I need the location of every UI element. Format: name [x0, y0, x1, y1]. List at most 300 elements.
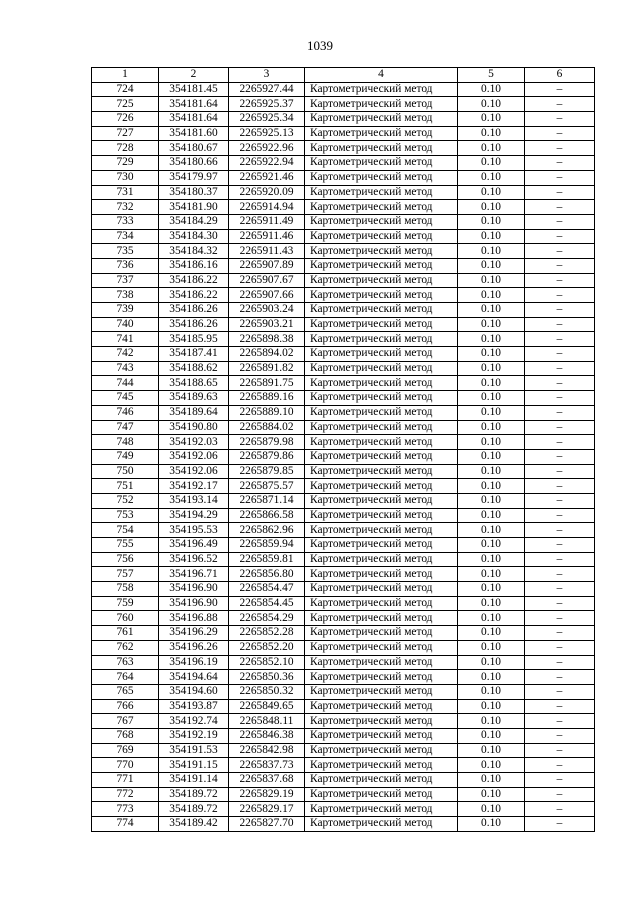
method-cell: Картометрический метод — [305, 405, 458, 420]
x-coordinate-cell: 354186.26 — [159, 303, 229, 318]
note-cell: – — [525, 817, 595, 832]
accuracy-cell: 0.10 — [458, 214, 525, 229]
point-number-cell: 736 — [92, 258, 159, 273]
accuracy-cell: 0.10 — [458, 582, 525, 597]
point-number-cell: 769 — [92, 743, 159, 758]
accuracy-cell: 0.10 — [458, 317, 525, 332]
point-number-cell: 753 — [92, 508, 159, 523]
point-number-cell: 771 — [92, 773, 159, 788]
accuracy-cell: 0.10 — [458, 258, 525, 273]
table-row — [92, 317, 595, 332]
table-row — [92, 596, 595, 611]
table-row — [92, 699, 595, 714]
note-cell: – — [525, 464, 595, 479]
point-number-cell: 768 — [92, 728, 159, 743]
y-coordinate-cell: 2265827.70 — [229, 817, 305, 832]
accuracy-cell: 0.10 — [458, 773, 525, 788]
x-coordinate-cell: 354196.26 — [159, 640, 229, 655]
note-cell: – — [525, 567, 595, 582]
accuracy-cell: 0.10 — [458, 420, 525, 435]
accuracy-cell: 0.10 — [458, 655, 525, 670]
x-coordinate-cell: 354192.17 — [159, 479, 229, 494]
accuracy-cell: 0.10 — [458, 714, 525, 729]
note-cell: – — [525, 376, 595, 391]
y-coordinate-cell: 2265837.68 — [229, 773, 305, 788]
table-row — [92, 185, 595, 200]
y-coordinate-cell: 2265866.58 — [229, 508, 305, 523]
y-coordinate-cell: 2265889.10 — [229, 405, 305, 420]
table-body — [92, 82, 595, 831]
point-number-cell: 728 — [92, 141, 159, 156]
point-number-cell: 764 — [92, 670, 159, 685]
x-coordinate-cell: 354185.95 — [159, 332, 229, 347]
y-coordinate-cell: 2265903.24 — [229, 303, 305, 318]
method-cell: Картометрический метод — [305, 728, 458, 743]
note-cell: – — [525, 332, 595, 347]
y-coordinate-cell: 2265884.02 — [229, 420, 305, 435]
note-cell: – — [525, 758, 595, 773]
point-number-cell: 754 — [92, 523, 159, 538]
note-cell: – — [525, 185, 595, 200]
accuracy-cell: 0.10 — [458, 200, 525, 215]
x-coordinate-cell: 354194.60 — [159, 684, 229, 699]
point-number-cell: 748 — [92, 435, 159, 450]
accuracy-cell: 0.10 — [458, 728, 525, 743]
table-row — [92, 170, 595, 185]
y-coordinate-cell: 2265907.67 — [229, 273, 305, 288]
table-row — [92, 141, 595, 156]
x-coordinate-cell: 354194.64 — [159, 670, 229, 685]
table-row — [92, 684, 595, 699]
method-cell: Картометрический метод — [305, 391, 458, 406]
point-number-cell: 741 — [92, 332, 159, 347]
header-cell: 5 — [458, 68, 525, 83]
table-row — [92, 714, 595, 729]
table-row — [92, 567, 595, 582]
table-row — [92, 303, 595, 318]
table-row — [92, 626, 595, 641]
point-number-cell: 746 — [92, 405, 159, 420]
accuracy-cell: 0.10 — [458, 170, 525, 185]
y-coordinate-cell: 2265914.94 — [229, 200, 305, 215]
x-coordinate-cell: 354192.06 — [159, 449, 229, 464]
note-cell: – — [525, 611, 595, 626]
method-cell: Картометрический метод — [305, 82, 458, 97]
accuracy-cell: 0.10 — [458, 141, 525, 156]
table-row — [92, 758, 595, 773]
y-coordinate-cell: 2265891.82 — [229, 361, 305, 376]
x-coordinate-cell: 354181.45 — [159, 82, 229, 97]
table-row — [92, 802, 595, 817]
table-row — [92, 582, 595, 597]
accuracy-cell: 0.10 — [458, 391, 525, 406]
y-coordinate-cell: 2265921.46 — [229, 170, 305, 185]
accuracy-cell: 0.10 — [458, 229, 525, 244]
y-coordinate-cell: 2265911.43 — [229, 244, 305, 259]
point-number-cell: 727 — [92, 126, 159, 141]
y-coordinate-cell: 2265927.44 — [229, 82, 305, 97]
table-row — [92, 82, 595, 97]
method-cell: Картометрический метод — [305, 655, 458, 670]
x-coordinate-cell: 354188.62 — [159, 361, 229, 376]
point-number-cell: 726 — [92, 112, 159, 127]
y-coordinate-cell: 2265871.14 — [229, 493, 305, 508]
x-coordinate-cell: 354181.64 — [159, 97, 229, 112]
method-cell: Картометрический метод — [305, 596, 458, 611]
point-number-cell: 744 — [92, 376, 159, 391]
note-cell: – — [525, 288, 595, 303]
method-cell: Картометрический метод — [305, 684, 458, 699]
y-coordinate-cell: 2265925.37 — [229, 97, 305, 112]
y-coordinate-cell: 2265859.94 — [229, 538, 305, 553]
method-cell: Картометрический метод — [305, 699, 458, 714]
note-cell: – — [525, 802, 595, 817]
table-row — [92, 97, 595, 112]
x-coordinate-cell: 354186.22 — [159, 288, 229, 303]
accuracy-cell: 0.10 — [458, 449, 525, 464]
table-row — [92, 552, 595, 567]
accuracy-cell: 0.10 — [458, 405, 525, 420]
note-cell: – — [525, 743, 595, 758]
table-row — [92, 244, 595, 259]
x-coordinate-cell: 354196.19 — [159, 655, 229, 670]
y-coordinate-cell: 2265879.85 — [229, 464, 305, 479]
x-coordinate-cell: 354181.90 — [159, 200, 229, 215]
y-coordinate-cell: 2265922.94 — [229, 156, 305, 171]
point-number-cell: 742 — [92, 347, 159, 362]
x-coordinate-cell: 354180.67 — [159, 141, 229, 156]
accuracy-cell: 0.10 — [458, 376, 525, 391]
note-cell: – — [525, 405, 595, 420]
y-coordinate-cell: 2265852.20 — [229, 640, 305, 655]
table-row — [92, 156, 595, 171]
method-cell: Картометрический метод — [305, 670, 458, 685]
table-row — [92, 449, 595, 464]
accuracy-cell: 0.10 — [458, 479, 525, 494]
note-cell: – — [525, 479, 595, 494]
method-cell: Картометрический метод — [305, 273, 458, 288]
header-cell: 4 — [305, 68, 458, 83]
accuracy-cell: 0.10 — [458, 538, 525, 553]
table-header — [92, 68, 595, 83]
y-coordinate-cell: 2265848.11 — [229, 714, 305, 729]
note-cell: – — [525, 273, 595, 288]
coordinates-table — [91, 67, 595, 832]
note-cell: – — [525, 97, 595, 112]
table-row — [92, 332, 595, 347]
note-cell: – — [525, 773, 595, 788]
method-cell: Картометрический метод — [305, 582, 458, 597]
method-cell: Картометрический метод — [305, 376, 458, 391]
point-number-cell: 774 — [92, 817, 159, 832]
point-number-cell: 762 — [92, 640, 159, 655]
method-cell: Картометрический метод — [305, 156, 458, 171]
point-number-cell: 740 — [92, 317, 159, 332]
x-coordinate-cell: 354192.06 — [159, 464, 229, 479]
x-coordinate-cell: 354188.65 — [159, 376, 229, 391]
y-coordinate-cell: 2265907.89 — [229, 258, 305, 273]
accuracy-cell: 0.10 — [458, 244, 525, 259]
point-number-cell: 756 — [92, 552, 159, 567]
note-cell: – — [525, 200, 595, 215]
table-row — [92, 817, 595, 832]
point-number-cell: 749 — [92, 449, 159, 464]
accuracy-cell: 0.10 — [458, 112, 525, 127]
y-coordinate-cell: 2265854.45 — [229, 596, 305, 611]
point-number-cell: 724 — [92, 82, 159, 97]
point-number-cell: 737 — [92, 273, 159, 288]
point-number-cell: 755 — [92, 538, 159, 553]
table-row — [92, 479, 595, 494]
note-cell: – — [525, 626, 595, 641]
point-number-cell: 743 — [92, 361, 159, 376]
point-number-cell: 729 — [92, 156, 159, 171]
note-cell: – — [525, 596, 595, 611]
method-cell: Картометрический метод — [305, 303, 458, 318]
table-row — [92, 743, 595, 758]
note-cell: – — [525, 714, 595, 729]
y-coordinate-cell: 2265922.96 — [229, 141, 305, 156]
table-row — [92, 347, 595, 362]
note-cell: – — [525, 317, 595, 332]
note-cell: – — [525, 82, 595, 97]
x-coordinate-cell: 354196.49 — [159, 538, 229, 553]
point-number-cell: 773 — [92, 802, 159, 817]
accuracy-cell: 0.10 — [458, 508, 525, 523]
note-cell: – — [525, 582, 595, 597]
accuracy-cell: 0.10 — [458, 787, 525, 802]
accuracy-cell: 0.10 — [458, 185, 525, 200]
table-row — [92, 464, 595, 479]
accuracy-cell: 0.10 — [458, 611, 525, 626]
method-cell: Картометрический метод — [305, 258, 458, 273]
header-cell: 2 — [159, 68, 229, 83]
point-number-cell: 750 — [92, 464, 159, 479]
x-coordinate-cell: 354192.74 — [159, 714, 229, 729]
x-coordinate-cell: 354191.14 — [159, 773, 229, 788]
point-number-cell: 747 — [92, 420, 159, 435]
note-cell: – — [525, 170, 595, 185]
accuracy-cell: 0.10 — [458, 699, 525, 714]
note-cell: – — [525, 655, 595, 670]
y-coordinate-cell: 2265829.19 — [229, 787, 305, 802]
table-row — [92, 229, 595, 244]
x-coordinate-cell: 354196.88 — [159, 611, 229, 626]
y-coordinate-cell: 2265837.73 — [229, 758, 305, 773]
x-coordinate-cell: 354196.90 — [159, 582, 229, 597]
point-number-cell: 767 — [92, 714, 159, 729]
method-cell: Картометрический метод — [305, 567, 458, 582]
header-cell: 1 — [92, 68, 159, 83]
x-coordinate-cell: 354189.72 — [159, 787, 229, 802]
accuracy-cell: 0.10 — [458, 684, 525, 699]
note-cell: – — [525, 523, 595, 538]
note-cell: – — [525, 214, 595, 229]
y-coordinate-cell: 2265920.09 — [229, 185, 305, 200]
method-cell: Картометрический метод — [305, 97, 458, 112]
note-cell: – — [525, 126, 595, 141]
accuracy-cell: 0.10 — [458, 303, 525, 318]
point-number-cell: 761 — [92, 626, 159, 641]
y-coordinate-cell: 2265850.36 — [229, 670, 305, 685]
accuracy-cell: 0.10 — [458, 347, 525, 362]
method-cell: Картометрический метод — [305, 317, 458, 332]
y-coordinate-cell: 2265898.38 — [229, 332, 305, 347]
method-cell: Картометрический метод — [305, 758, 458, 773]
accuracy-cell: 0.10 — [458, 82, 525, 97]
x-coordinate-cell: 354180.37 — [159, 185, 229, 200]
accuracy-cell: 0.10 — [458, 802, 525, 817]
method-cell: Картометрический метод — [305, 185, 458, 200]
point-number-cell: 731 — [92, 185, 159, 200]
accuracy-cell: 0.10 — [458, 552, 525, 567]
x-coordinate-cell: 354184.32 — [159, 244, 229, 259]
note-cell: – — [525, 670, 595, 685]
point-number-cell: 752 — [92, 493, 159, 508]
header-cell: 3 — [229, 68, 305, 83]
method-cell: Картометрический метод — [305, 200, 458, 215]
point-number-cell: 733 — [92, 214, 159, 229]
x-coordinate-cell: 354186.16 — [159, 258, 229, 273]
point-number-cell: 760 — [92, 611, 159, 626]
note-cell: – — [525, 361, 595, 376]
accuracy-cell: 0.10 — [458, 670, 525, 685]
accuracy-cell: 0.10 — [458, 126, 525, 141]
page-number: 1039 — [307, 38, 333, 53]
x-coordinate-cell: 354179.97 — [159, 170, 229, 185]
point-number-cell: 765 — [92, 684, 159, 699]
point-number-cell: 725 — [92, 97, 159, 112]
y-coordinate-cell: 2265879.98 — [229, 435, 305, 450]
point-number-cell: 734 — [92, 229, 159, 244]
table-row — [92, 405, 595, 420]
table-row — [92, 670, 595, 685]
y-coordinate-cell: 2265879.86 — [229, 449, 305, 464]
note-cell: – — [525, 435, 595, 450]
table-row — [92, 508, 595, 523]
note-cell: – — [525, 699, 595, 714]
table-row — [92, 361, 595, 376]
table-row — [92, 273, 595, 288]
table-row — [92, 126, 595, 141]
x-coordinate-cell: 354192.03 — [159, 435, 229, 450]
method-cell: Картометрический метод — [305, 523, 458, 538]
point-number-cell: 766 — [92, 699, 159, 714]
note-cell: – — [525, 684, 595, 699]
note-cell: – — [525, 508, 595, 523]
table-row — [92, 787, 595, 802]
table-row — [92, 523, 595, 538]
y-coordinate-cell: 2265829.17 — [229, 802, 305, 817]
x-coordinate-cell: 354181.60 — [159, 126, 229, 141]
y-coordinate-cell: 2265854.47 — [229, 582, 305, 597]
table-row — [92, 376, 595, 391]
method-cell: Картометрический метод — [305, 141, 458, 156]
note-cell: – — [525, 538, 595, 553]
method-cell: Картометрический метод — [305, 640, 458, 655]
y-coordinate-cell: 2265875.57 — [229, 479, 305, 494]
note-cell: – — [525, 303, 595, 318]
x-coordinate-cell: 354196.71 — [159, 567, 229, 582]
accuracy-cell: 0.10 — [458, 332, 525, 347]
note-cell: – — [525, 112, 595, 127]
method-cell: Картометрический метод — [305, 112, 458, 127]
x-coordinate-cell: 354192.19 — [159, 728, 229, 743]
method-cell: Картометрический метод — [305, 449, 458, 464]
method-cell: Картометрический метод — [305, 817, 458, 832]
note-cell: – — [525, 420, 595, 435]
table-row — [92, 214, 595, 229]
accuracy-cell: 0.10 — [458, 758, 525, 773]
note-cell: – — [525, 391, 595, 406]
y-coordinate-cell: 2265894.02 — [229, 347, 305, 362]
x-coordinate-cell: 354180.66 — [159, 156, 229, 171]
method-cell: Картометрический метод — [305, 170, 458, 185]
x-coordinate-cell: 354191.15 — [159, 758, 229, 773]
table-row — [92, 112, 595, 127]
x-coordinate-cell: 354189.64 — [159, 405, 229, 420]
accuracy-cell: 0.10 — [458, 435, 525, 450]
y-coordinate-cell: 2265854.29 — [229, 611, 305, 626]
x-coordinate-cell: 354189.42 — [159, 817, 229, 832]
x-coordinate-cell: 354186.26 — [159, 317, 229, 332]
table-row — [92, 391, 595, 406]
point-number-cell: 745 — [92, 391, 159, 406]
point-number-cell: 770 — [92, 758, 159, 773]
x-coordinate-cell: 354196.29 — [159, 626, 229, 641]
x-coordinate-cell: 354189.63 — [159, 391, 229, 406]
method-cell: Картометрический метод — [305, 244, 458, 259]
method-cell: Картометрический метод — [305, 332, 458, 347]
method-cell: Картометрический метод — [305, 773, 458, 788]
method-cell: Картометрический метод — [305, 479, 458, 494]
table-row — [92, 258, 595, 273]
point-number-cell: 772 — [92, 787, 159, 802]
note-cell: – — [525, 728, 595, 743]
header-cell: 6 — [525, 68, 595, 83]
y-coordinate-cell: 2265903.21 — [229, 317, 305, 332]
y-coordinate-cell: 2265846.38 — [229, 728, 305, 743]
y-coordinate-cell: 2265907.66 — [229, 288, 305, 303]
method-cell: Картометрический метод — [305, 435, 458, 450]
method-cell: Картометрический метод — [305, 420, 458, 435]
accuracy-cell: 0.10 — [458, 493, 525, 508]
y-coordinate-cell: 2265850.32 — [229, 684, 305, 699]
x-coordinate-cell: 354195.53 — [159, 523, 229, 538]
note-cell: – — [525, 552, 595, 567]
table-row — [92, 611, 595, 626]
note-cell: – — [525, 493, 595, 508]
y-coordinate-cell: 2265889.16 — [229, 391, 305, 406]
accuracy-cell: 0.10 — [458, 288, 525, 303]
accuracy-cell: 0.10 — [458, 464, 525, 479]
y-coordinate-cell: 2265852.28 — [229, 626, 305, 641]
y-coordinate-cell: 2265925.34 — [229, 112, 305, 127]
method-cell: Картометрический метод — [305, 538, 458, 553]
note-cell: – — [525, 449, 595, 464]
x-coordinate-cell: 354196.52 — [159, 552, 229, 567]
note-cell: – — [525, 229, 595, 244]
table-row — [92, 493, 595, 508]
x-coordinate-cell: 354193.87 — [159, 699, 229, 714]
accuracy-cell: 0.10 — [458, 743, 525, 758]
method-cell: Картометрический метод — [305, 611, 458, 626]
table-row — [92, 200, 595, 215]
point-number-cell: 758 — [92, 582, 159, 597]
x-coordinate-cell: 354184.30 — [159, 229, 229, 244]
x-coordinate-cell: 354181.64 — [159, 112, 229, 127]
x-coordinate-cell: 354189.72 — [159, 802, 229, 817]
